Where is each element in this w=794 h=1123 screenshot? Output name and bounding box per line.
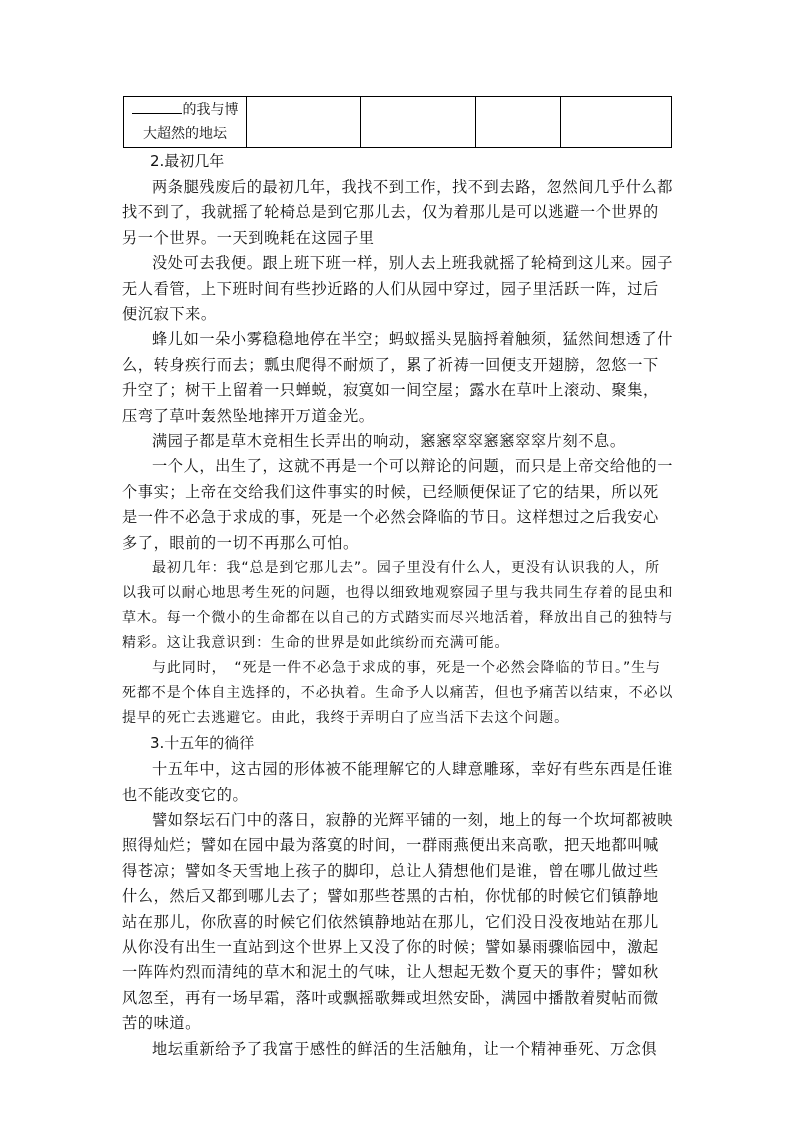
paragraph: 与此同时， “死是一件不必急于求成的事，死是一个必然会降临的节日。”生与死都不是个体自主选择的，不必执着。生命予人以痛苦，但也予痛苦以结束，不必以提早的死亡去逃避它。由此，我终于弄明白了应当活下去这个问题。 [122, 660, 674, 727]
table-cell-empty [361, 97, 476, 148]
section-heading-2: 2.最初几年 [150, 152, 225, 170]
paragraph: 十五年中，这古园的形体被不能理解它的人肆意雕琢，幸好有些东西是任谁也不能改变它的。 [122, 760, 673, 804]
fill-in-line [124, 98, 246, 122]
table-fragment [123, 96, 672, 148]
fill-blank[interactable] [132, 99, 182, 114]
paragraph: 满园子都是草木竞相生长弄出的响动，窸窸窣窣窸窸窣窣片刻不息。 [152, 432, 626, 451]
paragraph: 没处可去我便。跟上班下班一样，别人去上班我就摇了轮椅到这儿来。园子无人看管，上下班时间有些抄近路的人们从园中穿过，园子里活跃一阵，过后便沉寂下来。 [122, 254, 673, 324]
document-body [122, 150, 674, 1062]
table-row [124, 97, 672, 148]
table-cell-empty [476, 97, 561, 148]
table-cell-empty [561, 97, 672, 148]
table-row-label-cell [124, 97, 247, 148]
row-label-line2: 大超然的地坛 [143, 126, 227, 142]
paragraph: 最初几年：我“总是到它那儿去”。园子里没有什么人，更没有认识我的人，所以我可以耐心地思考生死的问题，也得以细致地观察园子里与我共同生存着的昆虫和草木。每一个微小的生命都在以自己的方式踏实而尽兴地活着，释放出自己的独特与精彩。这让我意识到：生命的世界是如此缤纷而充满可能。 [122, 560, 674, 652]
section-heading-3: 3.十五年的徜徉 [150, 734, 255, 753]
paragraph: 地坛重新给予了我富于感性的鲜活的生活触角，让一个精神垂死、万念俱 [152, 1039, 658, 1058]
paragraph: 一个人，出生了，这就不再是一个可以辩论的问题，而只是上帝交给他的一个事实；上帝在交给我们这件事实的时候，已经顺便保证了它的结果，所以死是一件不必急于求成的事，死是一个必然会降临的节日。这样想过之后我安心多了，眼前的一切不再那么可怕。 [122, 457, 673, 552]
paragraph: 两条腿残废后的最初几年，我找不到工作，找不到去路，忽然间几乎什么都找不到了，我就摇了轮椅总是到它那儿去，仅为着那儿是可以逃避一个世界的另一个世界。一天到晚耗在这园子里 [122, 178, 673, 247]
table-cell-empty [247, 97, 361, 148]
paragraph: 譬如祭坛石门中的落日，寂静的光辉平铺的一刻，地上的每一个坎坷都被映照得灿烂；譬如在园中最为落寞的时间，一群雨燕便出来高歌，把天地都叫喊得苍凉；譬如冬天雪地上孩子的脚印，总让人猜想他们是谁，曾在哪儿做过些什么，然后又都到哪儿去了；譬如那些苍黑的古柏，你忧郁的时候它们镇静地站在那儿，你欣喜的时候它们依然镇静地站在那儿，它们没日没夜地站在那儿从你没有出生一直站到这个世界上又没了你的时候；譬如暴雨骤临园中，激起一阵阵灼烈而清纯的草木和泥土的气味，让人想起无数个夏天的事件；譬如秋风忽至，再有一场早霜，落叶或飘摇歌舞或坦然安卧，满园中播散着熨帖而微苦的味道。 [122, 810, 673, 1033]
paragraph: 蜂儿如一朵小雾稳稳地停在半空；蚂蚁摇头晃脑捋着触须，猛然间想透了什么，转身疾行而去；瓢虫爬得不耐烦了，累了祈祷一回便支开翅膀，忽悠一下升空了；树干上留着一只蝉蜕，寂寞如一间空屋；露水在草叶上滚动、聚集，压弯了草叶轰然坠地摔开万道金光。 [122, 330, 673, 425]
row-label-line1: 的我与博 [182, 102, 239, 118]
